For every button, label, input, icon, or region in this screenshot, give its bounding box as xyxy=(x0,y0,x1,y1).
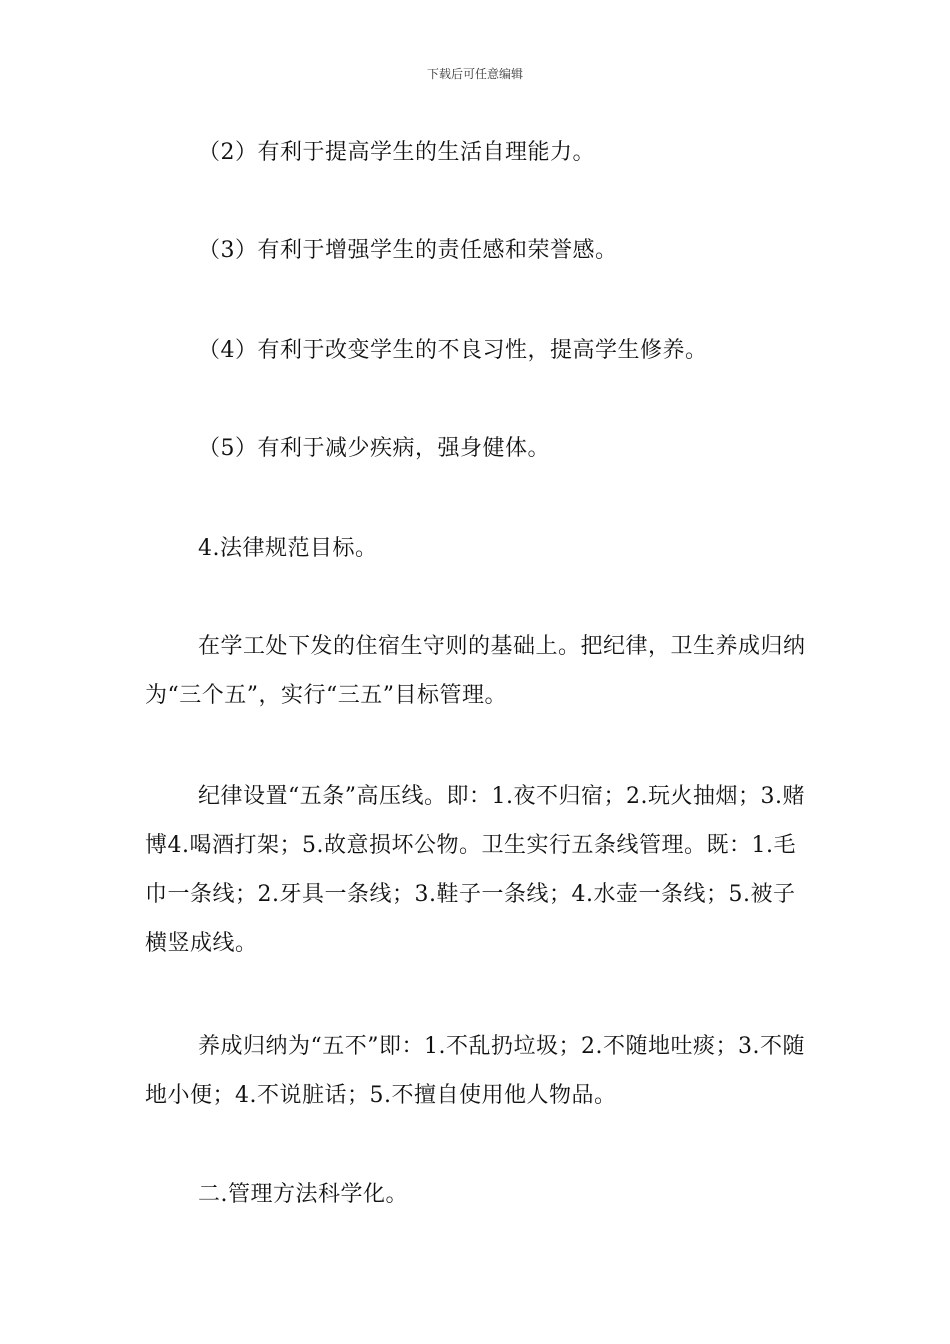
paragraph-item-3: （3）有利于增强学生的责任感和荣誉感。 xyxy=(198,238,618,263)
paragraph-five-nots: 养成归纳为“五不”即：1.不乱扔垃圾；2.不随地吐痰；3.不随地小便；4.不说脏话；5.不擅自使用他人物品。 xyxy=(145,1034,805,1108)
paragraph-item-5: （5）有利于减少疾病，强身健体。 xyxy=(198,436,550,461)
paragraph-item-4: （4）有利于改变学生的不良习性，提高学生修养。 xyxy=(198,338,708,363)
paragraph-discipline-hygiene: 纪律设置“五条”高压线。即：1.夜不归宿；2.玩火抽烟；3.赌博4.喝酒打架；5.故意损坏公物。卫生实行五条线管理。既：1.毛巾一条线；2.牙具一条线；3.鞋子一条线；4.水壶一条线；5.被子横竖成线。 xyxy=(145,784,805,956)
section-heading-legal-goals: 4.法律规范目标。 xyxy=(198,536,378,561)
paragraph-item-2: （2）有利于提高学生的生活自理能力。 xyxy=(198,140,595,165)
paragraph-three-fives: 在学工处下发的住宿生守则的基础上。把纪律，卫生养成归纳为“三个五”，实行“三五”目标管理。 xyxy=(145,634,806,708)
section-heading-management-methods: 二.管理方法科学化。 xyxy=(198,1182,408,1207)
page-header: 下载后可任意编辑 xyxy=(426,67,523,81)
